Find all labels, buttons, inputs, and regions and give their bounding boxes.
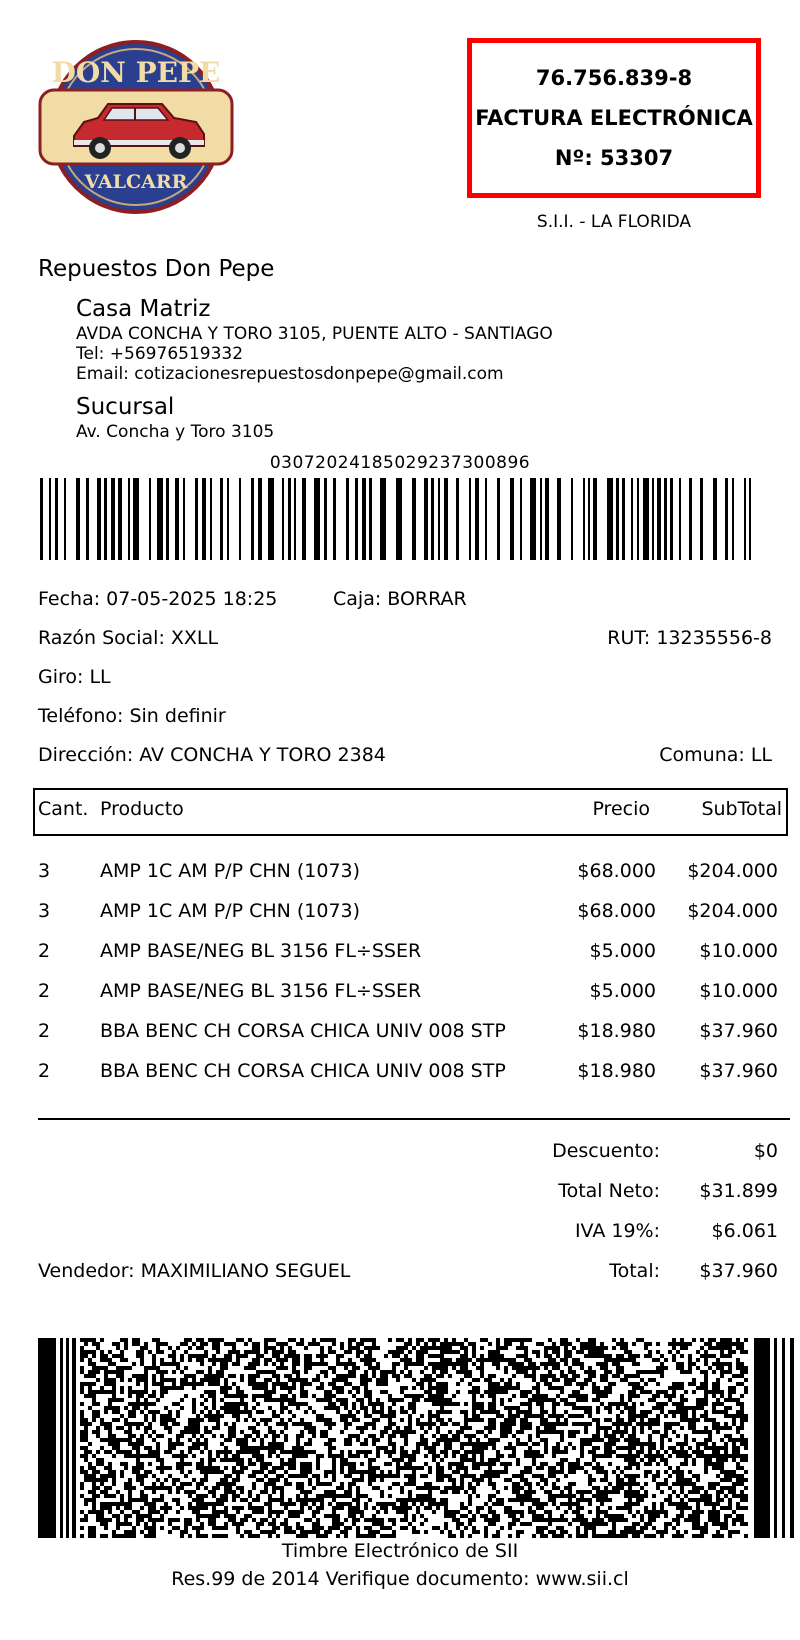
row-subtotal: $37.960 xyxy=(699,1060,778,1082)
row-price: $18.980 xyxy=(577,1020,656,1042)
company-logo xyxy=(38,38,234,216)
table-row xyxy=(38,860,778,890)
customer-rut: RUT: 13235556-8 xyxy=(607,627,772,649)
table-row xyxy=(38,980,778,1010)
logo-top-text: DON PEPE xyxy=(51,56,221,89)
row-product: AMP BASE/NEG BL 3156 FL÷SSER xyxy=(100,980,422,1002)
barcode xyxy=(40,478,756,560)
discount-value: $0 xyxy=(753,1140,778,1162)
document-type: FACTURA ELECTRÓNICA xyxy=(475,106,753,130)
issuer-rut: 76.756.839-8 xyxy=(535,66,693,90)
customer-business: Giro: LL xyxy=(38,666,111,688)
row-product: BBA BENC CH CORSA CHICA UNIV 008 STP xyxy=(100,1020,506,1042)
cash-register: Caja: BORRAR xyxy=(333,588,467,610)
row-price: $18.980 xyxy=(577,1060,656,1082)
document-number: Nº: 53307 xyxy=(554,146,674,170)
row-product: AMP 1C AM P/P CHN (1073) xyxy=(100,900,361,922)
table-row xyxy=(38,900,778,930)
row-product: BBA BENC CH CORSA CHICA UNIV 008 STP xyxy=(100,1060,506,1082)
company-name: Repuestos Don Pepe xyxy=(38,256,275,282)
header-qty: Cant. xyxy=(38,798,89,820)
header-subtotal: SubTotal xyxy=(701,798,782,820)
discount-label: Descuento: xyxy=(552,1140,660,1162)
row-product: AMP BASE/NEG BL 3156 FL÷SSER xyxy=(100,940,422,962)
document-header-box xyxy=(467,38,761,198)
row-subtotal: $10.000 xyxy=(699,980,778,1002)
row-subtotal: $37.960 xyxy=(699,1020,778,1042)
tax-label: IVA 19%: xyxy=(574,1220,660,1242)
verification-note: Res.99 de 2014 Verifique documento: www.sii.cl xyxy=(171,1568,629,1590)
net-total-label: Total Neto: xyxy=(558,1180,660,1202)
row-price: $68.000 xyxy=(577,900,656,922)
main-office-title: Casa Matriz xyxy=(76,296,211,322)
branch-address: Av. Concha y Toro 3105 xyxy=(76,422,275,442)
row-qty: 3 xyxy=(38,860,51,882)
row-price: $5.000 xyxy=(589,980,656,1002)
net-total-value: $31.899 xyxy=(699,1180,778,1202)
seller-name: Vendedor: MAXIMILIANO SEGUEL xyxy=(38,1260,351,1282)
row-subtotal: $204.000 xyxy=(687,900,778,922)
table-row xyxy=(38,1020,778,1050)
logo-bottom-text: VALCARR xyxy=(84,171,188,193)
sii-office: S.I.I. - LA FLORIDA xyxy=(536,212,692,232)
customer-commune: Comuna: LL xyxy=(659,744,772,766)
electronic-stamp-barcode xyxy=(38,1338,796,1538)
main-office-address: AVDA CONCHA Y TORO 3105, PUENTE ALTO - SANTIAGO xyxy=(76,324,553,344)
row-qty: 3 xyxy=(38,900,51,922)
row-qty: 2 xyxy=(38,1060,51,1082)
barcode-number: 0307202418502923730089​6 xyxy=(269,453,531,473)
customer-address: Dirección: AV CONCHA Y TORO 2384 xyxy=(38,744,386,766)
row-product: AMP 1C AM P/P CHN (1073) xyxy=(100,860,361,882)
invoice-date: Fecha: 07-05-2025 18:25 xyxy=(38,588,278,610)
row-subtotal: $204.000 xyxy=(687,860,778,882)
table-row xyxy=(38,940,778,970)
total-value: $37.960 xyxy=(699,1260,778,1282)
row-subtotal: $10.000 xyxy=(699,940,778,962)
customer-name: Razón Social: XXLL xyxy=(38,627,219,649)
total-label: Total: xyxy=(609,1260,660,1282)
row-price: $68.000 xyxy=(577,860,656,882)
header-price: Precio xyxy=(592,798,650,820)
main-office-phone: Tel: +56976519332 xyxy=(76,344,244,364)
header-product: Producto xyxy=(100,798,184,820)
stamp-caption: Timbre Electrónico de SII xyxy=(281,1540,519,1562)
totals-divider xyxy=(38,1118,790,1120)
row-qty: 2 xyxy=(38,980,51,1002)
branch-title: Sucursal xyxy=(76,394,175,420)
row-qty: 2 xyxy=(38,1020,51,1042)
items-table-header-row xyxy=(38,798,782,828)
customer-phone: Teléfono: Sin definir xyxy=(38,705,226,727)
row-price: $5.000 xyxy=(589,940,656,962)
table-row xyxy=(38,1060,778,1090)
main-office-email: Email: cotizacionesrepuestosdonpepe@gmail.com xyxy=(76,364,504,384)
row-qty: 2 xyxy=(38,940,51,962)
tax-value: $6.061 xyxy=(711,1220,778,1242)
